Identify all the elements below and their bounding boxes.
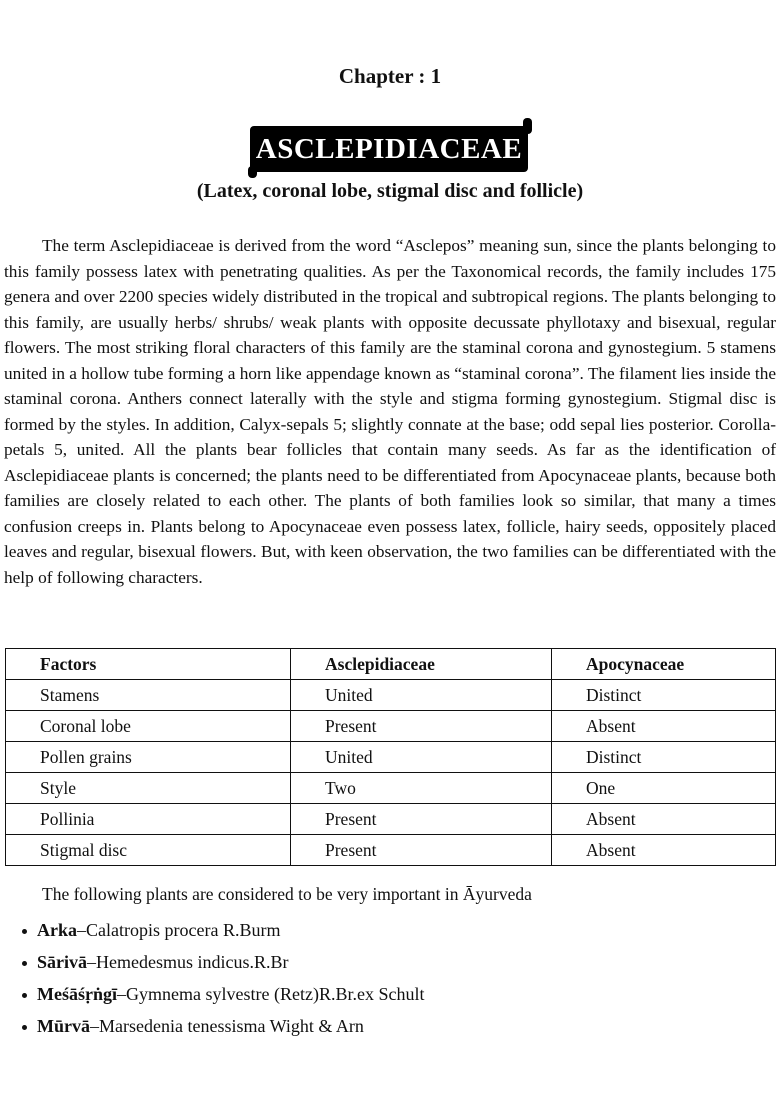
table-row: [6, 835, 776, 866]
factor-cell: Pollen grains: [6, 742, 291, 773]
asclepidiaceae-cell: Two: [291, 773, 552, 804]
bullet-icon: [22, 961, 27, 966]
header-apocynaceae: Apocynaceae: [552, 649, 776, 680]
header-factors: Factors: [6, 649, 291, 680]
apocynaceae-cell: Distinct: [552, 680, 776, 711]
bullet-icon: [22, 929, 27, 934]
plants-intro: The following plants are considered to be very important in Āyurveda: [42, 884, 532, 904]
list-item: [22, 1010, 424, 1042]
asclepidiaceae-cell: United: [291, 680, 552, 711]
factor-cell: Stamens: [6, 680, 291, 711]
asclepidiaceae-cell: United: [291, 742, 552, 773]
chapter-number: Chapter : 1: [338, 64, 442, 88]
table-header-row: [6, 649, 776, 680]
plant-name: Arka: [37, 920, 77, 940]
chapter-title: ASCLEPIDIACEAE: [250, 126, 528, 172]
list-item: [22, 914, 424, 946]
plant-list: [22, 914, 424, 1042]
plant-name: Sārivā: [37, 952, 88, 972]
list-item: [22, 978, 424, 1010]
table-row: [6, 773, 776, 804]
apocynaceae-cell: Distinct: [552, 742, 776, 773]
table-row: [6, 742, 776, 773]
bullet-icon: [22, 993, 27, 998]
plant-botanical: –Hemedesmus indicus.R.Br: [87, 952, 289, 972]
plant-botanical: –Calatropis procera R.Burm: [77, 920, 281, 940]
chapter-subtitle: (Latex, coronal lobe, stigmal disc and follicle): [196, 180, 584, 202]
plant-name: Meśāśṛṅgī: [37, 984, 117, 1004]
apocynaceae-cell: Absent: [552, 711, 776, 742]
list-item: [22, 946, 424, 978]
asclepidiaceae-cell: Present: [291, 711, 552, 742]
asclepidiaceae-cell: Present: [291, 804, 552, 835]
plant-botanical: –Gymnema sylvestre (Retz)R.Br.ex Schult: [117, 984, 425, 1004]
table-row: [6, 804, 776, 835]
factor-cell: Stigmal disc: [6, 835, 291, 866]
plant-name: Mūrvā: [37, 1016, 90, 1036]
table-row: [6, 711, 776, 742]
asclepidiaceae-cell: Present: [291, 835, 552, 866]
intro-paragraph: The term Asclepidiaceae is derived from the word “Asclepos” meaning sun, since the plants belonging to this family possess latex with penetrating qualities. As per the Taxonomical records, the family includes 175 genera and over 2200 species widely distributed in the tropical and subtropical regions. The plants belonging to this family, are usually herbs/ shrubs/ weak plants with opposite decussate phyllotaxy and bisexual, regular flowers. The most striking floral characters of this family are the staminal corona and gynostegium. 5 stamens united in a hollow tube forming a horn like appendage known as “staminal corona”. The filament lies inside the staminal corona. Anthers connect laterally with the style and stigma forming gynostegium. Stigmal disc is formed by the styles. In addition, Calyx-sepals 5; slightly connate at the base; odd sepal lies posterior. Corolla-petals 5, united. All the plants bear follicles that contain many seeds. As far as the identification of Asclepidiaceae plants is concerned; the plants need to be differentiated from Apocynaceae plants, because both families are closely related to each other. The plants of both families look so similar, that many a times confusion creeps in. Plants belong to Apocynaceae even possess latex, follicle, hairy seeds, oppositely placed leaves and regular, bisexual flowers. But, with keen observation, the two families can be differentiated with the help of following characters.: [4, 236, 776, 587]
plant-botanical: –Marsedenia tenessisma Wight & Arn: [90, 1016, 364, 1036]
apocynaceae-cell: One: [552, 773, 776, 804]
table-row: [6, 680, 776, 711]
factor-cell: Coronal lobe: [6, 711, 291, 742]
factor-cell: Style: [6, 773, 291, 804]
apocynaceae-cell: Absent: [552, 804, 776, 835]
header-asclepidiaceae: Asclepidiaceae: [291, 649, 552, 680]
apocynaceae-cell: Absent: [552, 835, 776, 866]
comparison-table: [5, 648, 776, 866]
factor-cell: Pollinia: [6, 804, 291, 835]
bullet-icon: [22, 1025, 27, 1030]
